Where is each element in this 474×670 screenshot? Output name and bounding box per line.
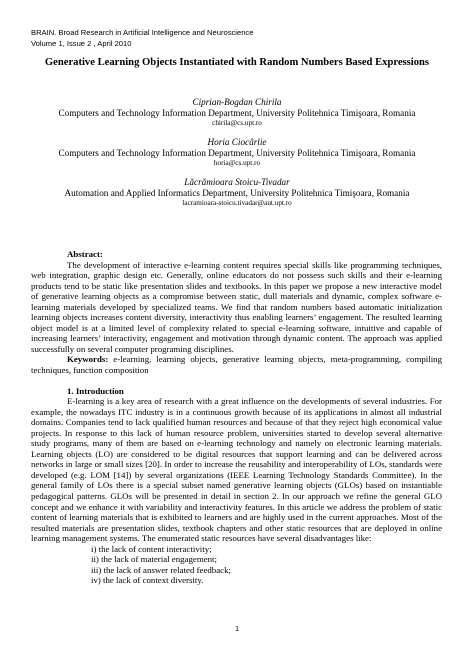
disadvantage-list [31,544,442,586]
author-email: horia@cs.upt.ro [213,159,261,167]
list-item: ii) the lack of material engagement; [91,554,217,565]
author-name: Lăcrămioara Stoicu-Tivadar [184,177,290,187]
page-number: 1 [234,624,240,633]
author-email: lacramioara-stoicu.tivadar@aut.upt.ro [182,199,292,207]
introduction-heading: 1. Introduction [67,385,124,396]
author-block [31,137,443,168]
author-affiliation: Automation and Applied Informatics Department, University Politehnica Timişoara, Romania [64,188,410,198]
paper-body [31,249,442,586]
list-item: iv) the lack of context diversity. [91,575,204,586]
author-name: Ciprian-Bogdan Chirila [192,97,282,107]
author-email: chirila@cs.upt.ro [212,119,262,127]
keywords-label: Keywords: [67,354,109,365]
author-affiliation: Computers and Technology Information Department, University Politehnica Timişoara, Romania [58,108,416,118]
list-item: i) the lack of content interactivity; [91,543,212,554]
keywords-text: e-learning, learning objects, generative learning objects, meta-programming, compiling techniques, function composition [31,354,442,376]
list-item: iii) the lack of answer related feedback; [91,564,231,575]
section-spacer [31,376,442,386]
author-name: Horia Ciocârlie [207,137,267,147]
introduction-text: E-learning is a key area of research with a great influence on the developments of several industries. For example, the nowadays ITC industry is in a continuous growth because of its applications in almost all industrial domains. Companies tend to lack qualified human resources and because of that they reject high economical value projects. In response to this lack of human resource problem, universities started to develop several alternative study programs, many of them are based on e-learning technology and namely on electronic learning materials. Learning objects (LO) are considered to be digital resources that support learning and can be delivered across networks in large or small sizes [20]. In order to increase the reusability and interoperability of LOs, standards were developed (e.g. LOM [14]) by several organizations (IEEE Learning Technology Standards Committee). In the general family of LOs there is a special subset named generative learning objects (GLOs) based on instantiable pedagogical patterns. GLOs will be presented in detail in section 2. In our approach we refine the general GLO concept and we enhance it with variability and interactivity features. In this article we address the problem of static content of learning materials that is exhibited to learners and are highly used in the current approaches. Most of the resulted materials are presentation slides, textbook chapters and other static resources that are deployed in online learning management systems. The enumerated static resources have several disadvantages like: [31,396,442,544]
abstract-text: The development of interactive e-learning content requires special skills like programming techniques, web integration, graphic design etc. Generally, online educators do not possess such skills and their e-learning products tend to be static like presentation slides and textbooks. In this paper we propose a new interactive model of generative learning objects as a compromise between static, dull materials and dynamic, complex software e-learning materials developed by specialized teams. We find that random numbers based automatic initialization learning objects increases content diversity, interactivity thus enabling learners’ engagement. The resulted learning object model is at a limited level of complexity related to special e-learning software, intuitive and capable of increasing learners’ interactivity, engagement and motivation through dynamic content. The approach was applied successfully on several computer programing disciplines. [31,259,442,354]
abstract-heading: Abstract: [67,249,103,259]
author-block [31,177,443,208]
keywords-paragraph [31,354,442,375]
author-list [31,97,443,217]
author-block [31,97,443,128]
journal-name: BRAIN. Broad Research in Artificial Intelligence and Neuroscience [31,28,254,37]
journal-header [31,27,253,49]
paper-title: Generative Learning Objects Instantiated with Random Numbers Based Expressions [44,57,430,68]
journal-volume: Volume 1, Issue 2 , April 2010 [31,39,132,48]
author-affiliation: Computers and Technology Information Department, University Politehnica Timişoara, Romania [58,148,416,158]
